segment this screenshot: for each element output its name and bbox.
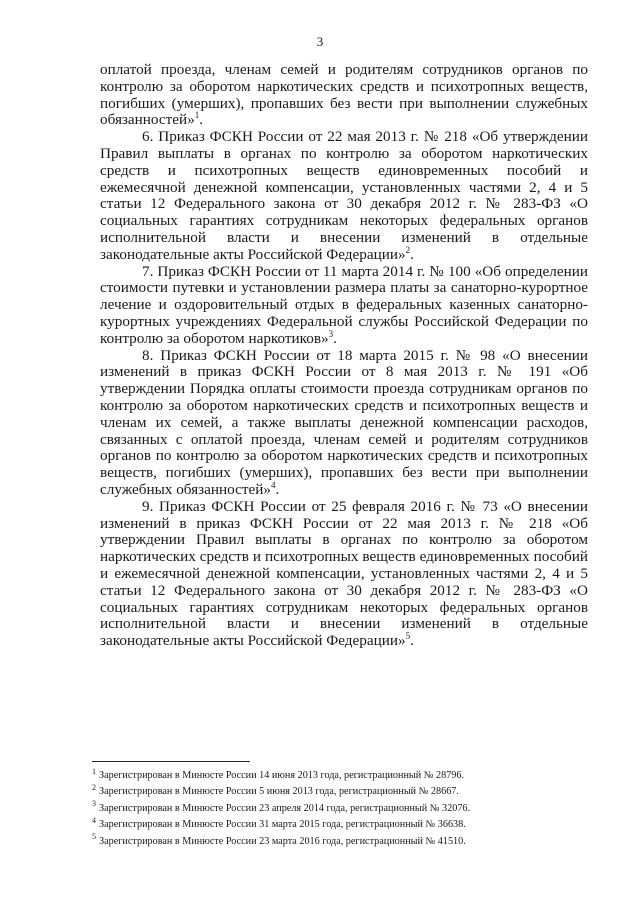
paragraph-text: 6. Приказ ФСКН России от 22 мая 2013 г. № 218 «Об утверждении Правил выплаты в органах по контролю за оборотом наркотических средств и психотропных веществ единовременных пособий и ежемесячной денежной компенсации, установленных частями 2, 4 и 5 статьи 12 Федерального закона от 30 декабря 2012 г. № 283-ФЗ «О социальных гарантиях сотрудникам некоторых федеральных органов исполнительной власти и внесении изменений в отдельные законодательные акты Российской Федерации» — [100, 128, 588, 263]
footnote-number: 1 — [92, 766, 96, 776]
paragraph-trail: . — [410, 632, 414, 650]
footnote-5 — [92, 834, 592, 850]
footnote-ref: 5 — [405, 631, 411, 642]
footnote-text: Зарегистрирован в Минюсте России 31 марта 2015 года, регистрационный № 36638. — [99, 819, 466, 831]
page-number: 3 — [316, 34, 324, 49]
paragraph-item-6 — [100, 129, 588, 263]
footnote-text: Зарегистрирован в Минюсте России 23 апреля 2014 года, регистрационный № 32076. — [99, 802, 471, 814]
footnote-ref: 1 — [194, 110, 200, 121]
document-body — [100, 62, 588, 650]
footnote-2 — [92, 784, 592, 800]
paragraph-trail: . — [333, 329, 337, 347]
paragraph-text: 8. Приказ ФСКН России от 18 марта 2015 г. № 98 «О внесении изменений в приказ ФСКН России от 8 мая 2013 г. № 191 «Об утверждении Порядка оплаты стоимости проезда сотрудникам органов по контролю за оборотом наркотических средств и психотропных веществ и членам их семей, а также выплаты денежной компенсации расходов, связанных с оплатой проезда, членам семей и родителям сотрудников органов по контролю за оборотом наркотических средств и психотропных веществ, погибших (умерших), пропавших без вести при выполнении служебных обязанностей» — [100, 346, 588, 498]
footnote-divider — [92, 761, 250, 762]
footnote-text: Зарегистрирован в Минюсте России 5 июня 2013 года, регистрационный № 28667. — [99, 786, 459, 798]
footnote-ref: 3 — [328, 328, 334, 339]
footnote-3 — [92, 801, 592, 817]
footnote-4 — [92, 817, 592, 833]
paragraph-continuation — [100, 62, 588, 129]
paragraph-trail: . — [199, 111, 204, 129]
footnote-ref: 4 — [270, 479, 276, 490]
footnote-number: 5 — [92, 832, 96, 842]
paragraph-text: 9. Приказ ФСКН России от 25 февраля 2016 г. № 73 «О внесении изменений в приказ ФСКН России от 22 мая 2013 г. № 218 «Об утверждении Правил выплаты в органах по контролю за оборотом наркотических средств и психотропных веществ единовременных пособий и ежемесячной денежной компенсации, установленных частями 2, 4 и 5 статьи 12 Федерального закона от 30 декабря 2012 г. № 283-ФЗ «О социальных гарантиях сотрудникам некоторых федеральных органов исполнительной власти и внесении изменений в отдельные законодательные акты Российской Федерации» — [100, 497, 588, 650]
paragraph-text: оплатой проезда, членам семей и родителям сотрудников органов по контролю за оборотом наркотических средств и психотропных веществ, погибших (умерших), пропавших без вести при выполнении служебных обязанностей» — [100, 61, 588, 129]
paragraph-item-8 — [100, 348, 588, 499]
paragraph-text: 7. Приказ ФСКН России от 11 марта 2014 г. № 100 «Об определении стоимости путевки и установлении размера платы за санаторно-курортное лечение и оздоровительный отдых в федеральных казенных санаторно-курортных учреждениях Федеральной службы Российской Федерации по контролю за оборотом наркотиков» — [100, 262, 588, 347]
footnote-text: Зарегистрирован в Минюсте России 23 марта 2016 года, регистрационный № 41510. — [99, 835, 466, 847]
footnote-ref: 2 — [405, 244, 411, 255]
footnote-number: 2 — [92, 783, 96, 793]
paragraph-trail: . — [275, 480, 280, 498]
footnote-text: Зарегистрирован в Минюсте России 14 июня 2013 года, регистрационный № 28796. — [99, 770, 465, 781]
paragraph-trail: . — [410, 245, 414, 263]
footnote-number: 4 — [92, 815, 96, 825]
footnotes — [92, 768, 592, 850]
footnote-1 — [92, 768, 592, 784]
footnote-number: 3 — [92, 799, 96, 809]
paragraph-item-7 — [100, 264, 588, 348]
paragraph-item-9 — [100, 499, 588, 650]
